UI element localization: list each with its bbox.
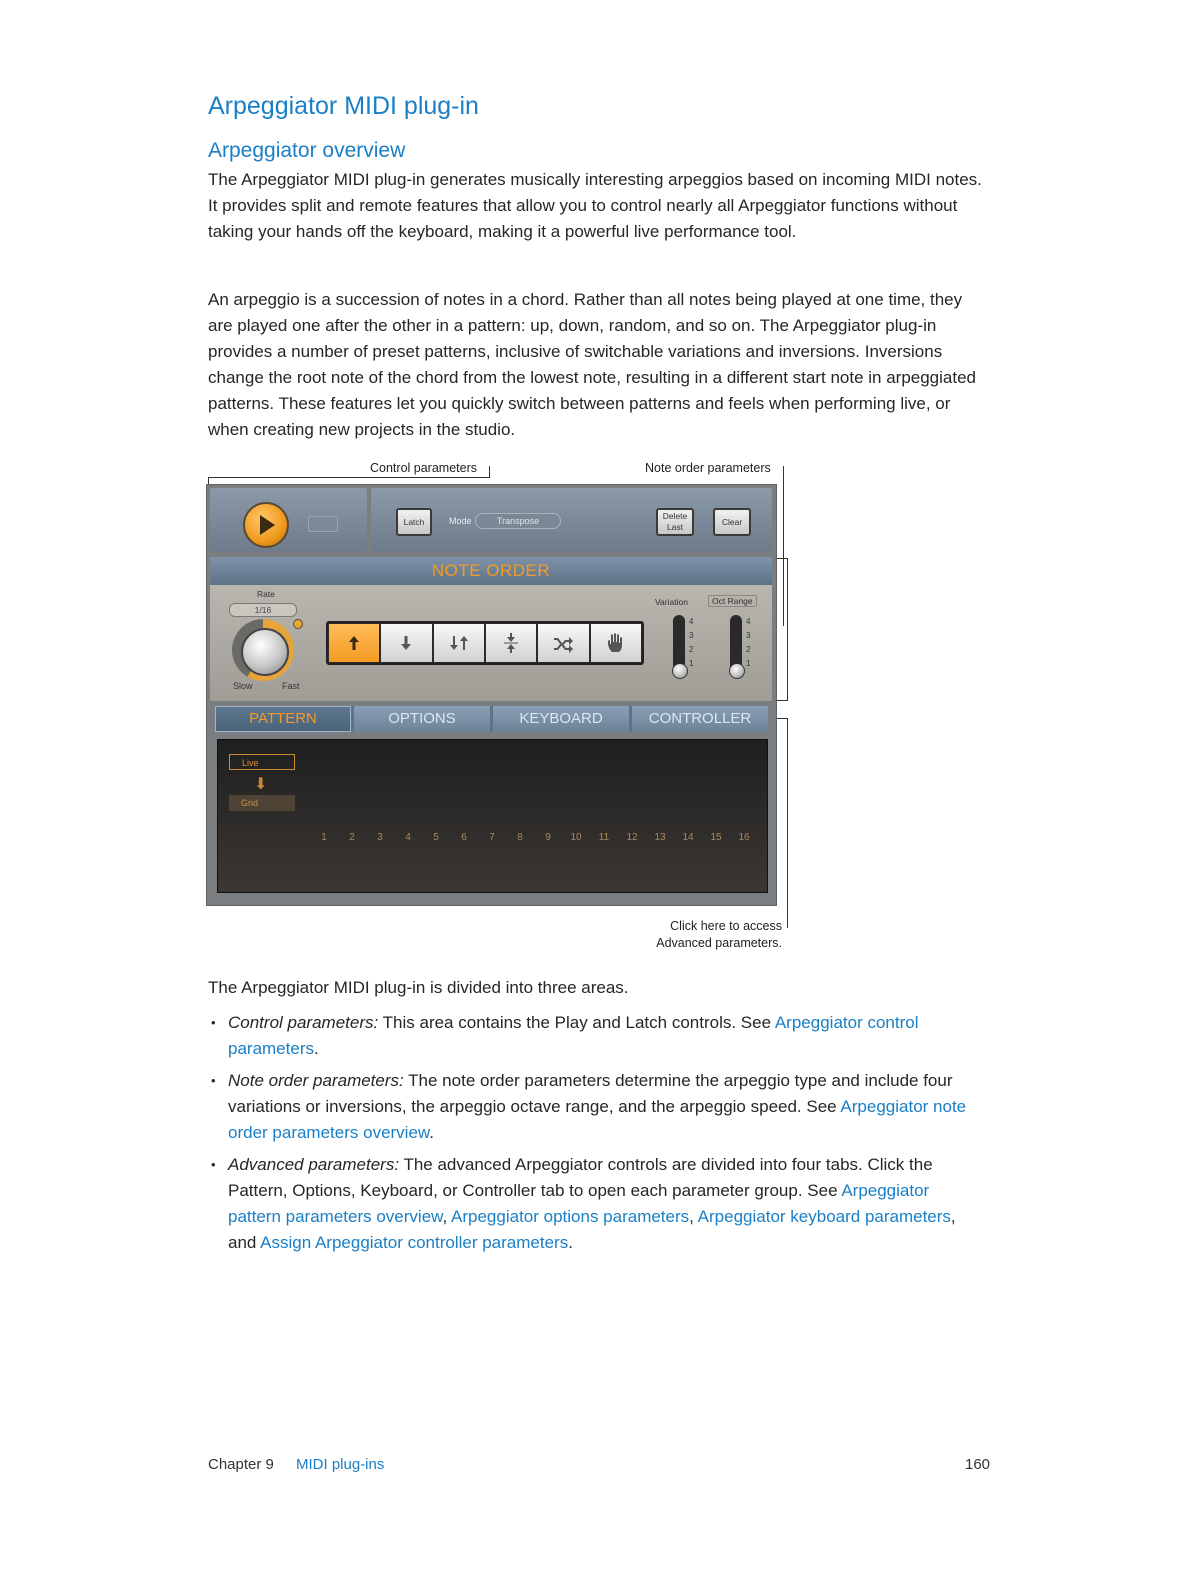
play-button[interactable] <box>243 502 289 548</box>
latch-button[interactable]: Latch <box>396 508 432 536</box>
footer-section-link[interactable]: MIDI plug-ins <box>296 1456 385 1473</box>
link-pattern-overview[interactable]: Arpeggiator pattern parameters overview <box>228 1181 930 1226</box>
bracket-noteorder-bottom <box>776 700 788 701</box>
down-arrow-icon: ⬇ <box>254 776 268 793</box>
up-arrow-icon <box>342 631 366 655</box>
variation-ticks <box>689 615 693 671</box>
callout-advanced-parameters <box>622 918 782 952</box>
tick: 1 <box>689 659 694 668</box>
bracket-right-top <box>783 466 784 486</box>
tick: 3 <box>689 631 694 640</box>
separator: , <box>689 1207 698 1226</box>
tick: 4 <box>746 617 751 626</box>
order-up-down-button[interactable] <box>434 624 484 662</box>
step-number: 14 <box>682 832 694 843</box>
order-as-played-button[interactable] <box>591 624 641 662</box>
tick: 2 <box>746 645 751 654</box>
link-options-parameters[interactable]: Arpeggiator options parameters <box>451 1207 690 1226</box>
step-number: 6 <box>461 832 467 843</box>
step-number: 12 <box>626 832 638 843</box>
page-number: 160 <box>965 1456 991 1473</box>
step-number: 16 <box>738 832 750 843</box>
step-number: 13 <box>654 832 666 843</box>
rate-label: Rate <box>257 589 275 599</box>
separator: , and <box>228 1207 956 1252</box>
footer-chapter: Chapter 9 <box>208 1456 274 1473</box>
bullet-term: Control parameters: <box>228 1013 379 1032</box>
bullet-text: The note order parameters determine the arpeggio type and include four variations or inversions, the arpeggio octave range, and the arpeggio speed. See <box>228 1071 953 1116</box>
mode-select[interactable]: Transpose <box>475 513 561 529</box>
rate-sync-indicator <box>293 619 303 629</box>
bullet-end: . <box>429 1123 434 1142</box>
step-number: 15 <box>710 832 722 843</box>
bracket-control-right <box>489 466 490 478</box>
bracket-note-connect <box>783 486 784 626</box>
random-shuffle-icon <box>551 631 575 655</box>
intro-paragraph: The Arpeggiator MIDI plug-in generates musically interesting arpeggios based on incoming MIDI notes. It provides split and remote features that allow you to control nearly all Arpeggiator functions without taking your hands off the keyboard, making it a powerful live performance tool. <box>208 170 982 241</box>
list-item <box>208 1010 978 1062</box>
rate-knob[interactable] <box>241 628 289 676</box>
callout-note-order-parameters: Note order parameters <box>645 461 771 475</box>
tick: 4 <box>689 617 694 626</box>
step-number: 11 <box>598 832 610 843</box>
down-arrow-icon <box>394 631 418 655</box>
page-title: Arpeggiator MIDI plug-in <box>208 92 479 120</box>
bullet-term: Note order parameters: <box>228 1071 404 1090</box>
step-number: 4 <box>405 832 411 843</box>
up-down-arrow-icon <box>447 631 471 655</box>
note-order-header: NOTE ORDER <box>210 557 772 585</box>
oct-range-label: Oct Range <box>708 595 757 607</box>
order-outside-in-button[interactable] <box>486 624 536 662</box>
tab-options[interactable]: OPTIONS <box>354 706 490 732</box>
arpeggio-paragraph: An arpeggio is a succession of notes in a chord. Rather than all notes being played at one time, they are played one after the other in a pattern: up, down, random, and so on. The Arpeggiator plug-in provides a number of preset patterns, inclusive of switchable variations and inversions. Inversions change the root note of the chord from the lowest note, resulting in a different start note in arpeggiated patterns. These features let you quickly switch between patterns and feels when performing live, or when creating new projects in the studio. <box>208 290 977 439</box>
note-order-buttons <box>326 621 644 665</box>
step-number: 1 <box>321 832 327 843</box>
bracket-adv-top <box>776 718 788 719</box>
bullet-term: Advanced parameters: <box>228 1155 400 1174</box>
list-item <box>208 1152 978 1256</box>
bracket-adv-vert <box>787 718 788 928</box>
bullet-text: This area contains the Play and Latch controls. See <box>378 1013 775 1032</box>
bracket-control-top <box>208 477 490 478</box>
separator: , <box>442 1207 452 1226</box>
section-title: Arpeggiator overview <box>208 139 406 162</box>
note-order-area <box>210 585 772 701</box>
live-button[interactable]: Live <box>229 754 295 770</box>
bullet-text: The advanced Arpeggiator controls are divided into four tabs. Click the Pattern, Options, Keyboard, or Controller tab to open each parameter group. See <box>228 1155 933 1200</box>
control-parameters-area <box>210 488 367 552</box>
mode-label: Mode <box>449 516 472 526</box>
variation-slider-handle[interactable] <box>672 663 688 679</box>
as-played-hand-icon <box>604 631 628 655</box>
rate-value[interactable]: 1/16 <box>229 603 297 617</box>
tab-pattern[interactable]: PATTERN <box>215 706 351 732</box>
pattern-grid-area <box>217 739 768 893</box>
step-number: 10 <box>570 832 582 843</box>
areas-intro: The Arpeggiator MIDI plug-in is divided into three areas. <box>208 978 629 997</box>
grid-button[interactable]: Grid <box>229 795 295 811</box>
bullet-end: . <box>313 1039 319 1058</box>
top-controls-area <box>371 488 772 552</box>
areas-list <box>208 1010 978 1262</box>
bullet-end: . <box>568 1233 573 1252</box>
order-random-button[interactable] <box>538 624 588 662</box>
tab-controller[interactable]: CONTROLLER <box>632 706 768 732</box>
tab-keyboard[interactable]: KEYBOARD <box>493 706 629 732</box>
step-number: 8 <box>517 832 523 843</box>
list-item <box>208 1068 978 1146</box>
advanced-tabs <box>215 706 768 732</box>
step-number: 3 <box>377 832 383 843</box>
step-number: 7 <box>489 832 495 843</box>
arpeggiator-plugin-window <box>206 484 777 906</box>
step-numbers <box>310 832 758 843</box>
slow-label: Slow <box>233 681 253 691</box>
bracket-noteorder-top <box>776 558 788 559</box>
step-number: 2 <box>349 832 355 843</box>
delete-last-button[interactable]: Delete Last <box>656 508 694 536</box>
clear-button[interactable]: Clear <box>713 508 751 536</box>
outside-in-arrow-icon <box>499 631 523 655</box>
order-up-button[interactable] <box>329 624 379 662</box>
step-number: 5 <box>433 832 439 843</box>
order-down-button[interactable] <box>381 624 431 662</box>
callout-advanced-line1: Click here to access <box>670 919 782 933</box>
variation-label: Variation <box>655 597 688 607</box>
tick: 3 <box>746 631 751 640</box>
toggle-button[interactable] <box>308 516 338 532</box>
step-number: 9 <box>545 832 551 843</box>
oct-range-slider-handle[interactable] <box>729 663 745 679</box>
play-icon <box>260 515 275 535</box>
link-control-parameters[interactable]: Arpeggiator control parameters <box>228 1013 919 1058</box>
tick: 1 <box>746 659 751 668</box>
link-controller-parameters[interactable]: Assign Arpeggiator controller parameters <box>260 1233 569 1252</box>
link-note-order-overview[interactable]: Arpeggiator note order parameters overview <box>228 1097 967 1142</box>
tick: 2 <box>689 645 694 654</box>
callout-control-parameters: Control parameters <box>370 461 477 475</box>
bracket-noteorder-vert <box>787 558 788 700</box>
oct-range-ticks <box>746 615 750 671</box>
fast-label: Fast <box>282 681 300 691</box>
callout-advanced-line2: Advanced parameters. <box>656 936 782 950</box>
link-keyboard-parameters[interactable]: Arpeggiator keyboard parameters <box>697 1207 951 1226</box>
